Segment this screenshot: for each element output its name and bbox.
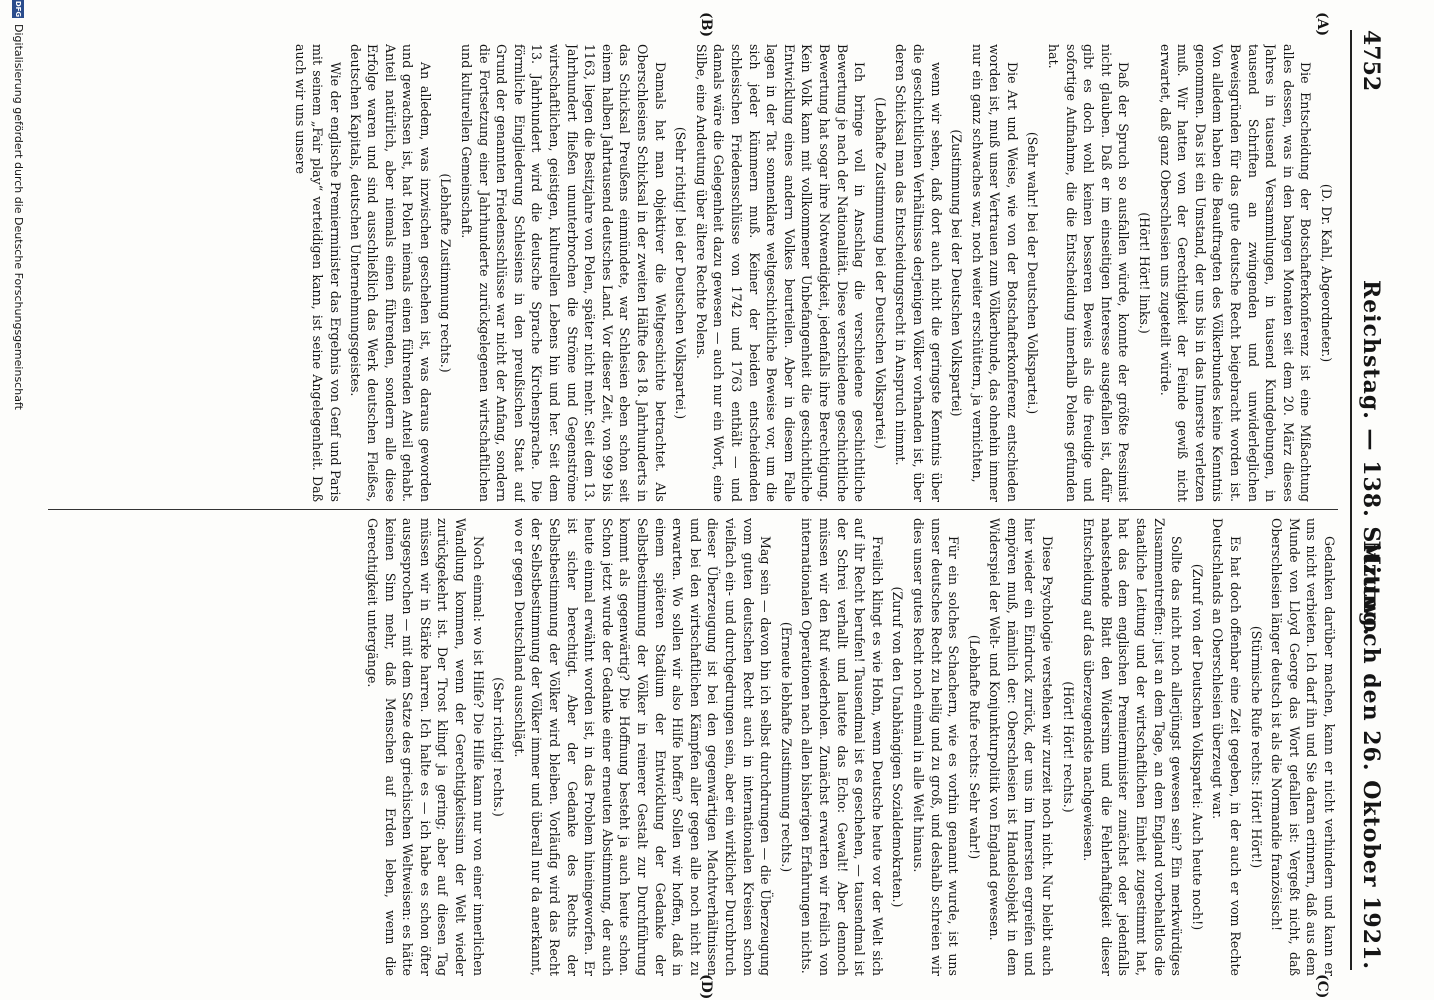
paragraph: Wie der englische Premierminister das Ergebnis von Genf und Paris mit seinem „Fair play“ verteidigen kann, ist seine Angelegenheit. Daß auch wir uns unsere bbox=[292, 44, 343, 502]
interjection: (Lebhafte Zustimmung rechts.) bbox=[438, 173, 454, 373]
paragraph: Damals hat man objektiver die Weltgeschichte betrachtet. Als Oberschlesiens Schicksal in der zweiten Hälfte des 18. Jahrhunderts in das Schicksal Preußens einmündete, war Schlesien eben schon seit einem halben Jahrtausend deutsches Land. Vor dieser Zeit, von 999 bis 1163, liegen die Besitzjahre von Polen, später nicht mehr. Seit dem 13. Jahrhundert fließen ununterbrochen die Ströme und Gegenströme wirtschaftlichen, geistigen, kulturellen Lebens hin und her. Seit dem 13. Jahrhundert wird die deutsche Sprache Kirchensprache. Die förmliche Eingliederung Schlesiens in den preußischen Staat auf Grund der genannten Friedensschlüsse war nicht der Anfang, sondern die Fortsetzung einer Jahrhunderte zurückgelegenen wirtschaftlichen und kulturellen Gemeinschaft. bbox=[459, 44, 668, 502]
margin-letter-c: (C) bbox=[1314, 974, 1330, 999]
page-number: 4752 bbox=[1358, 30, 1384, 92]
left-column bbox=[48, 44, 1338, 502]
dfg-logo: DFG bbox=[14, 0, 22, 18]
header-title: Reichstag. — 138. Sitzung. bbox=[1358, 280, 1384, 637]
margin-letter-d: (D) bbox=[698, 974, 714, 1000]
interjection: (Lebhafte Rufe rechts: Sehr wahr!) bbox=[966, 634, 982, 860]
paragraph: Für ein solches Schachern, wie es vorhin genannt wurde, ist uns unser deutsches Recht zu heilig und zu groß, und deshalb schreien wir dies unser gutes Recht noch einmal in alle Welt hinaus. bbox=[910, 518, 962, 976]
margin-letter-b: (B) bbox=[698, 12, 714, 38]
paragraph: Ich bringe voll in Anschlag die verschiedene geschichtliche Bewertung je nach der Nationalität. Diese verschiedene geschichtliche Bewertung hat sogar ihre Notwendigkeit, jedenfalls ihre Berechtigung. Kein Volk kann mit vollkommener Unbefangenheit die geschichtliche Entwicklung eines andern Volkes beurteilen. Aber in diesem Falle lagen in der Tat sonnenklare weltgeschichtliche Beweise vor, um die sich jeder kümmern muß. Keiner der beiden entscheidenden schlesischen Friedensschlüsse von 1742 und 1763 enthält — und damals wäre die Gelegenheit dazu gewesen — auch nur ein Wort, eine Silbe, eine Andeutung über ältere Rechte Polens. bbox=[693, 44, 868, 502]
paragraph: Mag sein — davon bin ich selbst durchdrungen — die Überzeugung vom guten deutschen Recht auch in internationalen Kreisen schon vielfach ein- und durchgedrungen sein, aber ein wirklicher Durchbruch dieser Überzeugung ist bei den gegenwärtigen Machtverhältnissen und bei den wirtschaftlichen Kämpfen aller gegen alle noch nicht zu erwarten. Wo sollen wir also Hilfe hoffen? Sollen wir hoffen, daß in einem späteren Stadium der Entwicklung der Gedanke der Selbstbestimmung der Völker in reinerer Gestalt zur Durchführung kommt als gegenwärtig? Die Hoffnung besteht ja auch heute schon. Schon jetzt wurde der Gedanke einer erneuten Abstimmung, der auch heute einmal erwähnt worden ist, in das Problem hineingeworfen. Er ist sicher berechtigt. Aber der Gedanke des Rechts der Selbstbestimmung der Völker wird bleiben. Vorläufig wird das Recht der Selbstbestimmung der Völker immer und überall nur da anerkannt, wo er gegen Deutschland ausschlägt. bbox=[511, 518, 774, 976]
footer-credit: Digitalisierung gefördert durch die Deutsche Forschungsgemeinschaft bbox=[12, 24, 25, 410]
speaker-line: (D. Dr. Kahl, Abgeordneter.) bbox=[1319, 183, 1334, 363]
right-column bbox=[48, 518, 1338, 976]
paragraph: Die Entscheidung der Botschafterkonferenz ist eine Mißachtung alles dessen, was in den bangen Monaten seit dem 20. März dieses Jahres in tausend Versammlungen, in tausend Kundgebungen, in tausend Schriften an zwingenden und unwiderleglichen Beweisgründen für das gute deutsche Recht beigebracht worden ist. Von alledem haben die Beauftragten des Völkerbundes keine Kenntnis genommen. Das ist ein Umstand, der uns bis in das Innerste verletzen muß. Wir hatten von der Gerechtigkeit der Feinde gewiß nicht erwartet, daß ganz Oberschlesien uns zugeteilt würde. bbox=[1157, 44, 1314, 502]
paragraph: Gedanken darüber machen, kann er nicht verhindern und kann er uns nicht verbieten. Ich darf ihn und Sie daran erinnern, daß aus dem Munde von Lloyd George das Wort gefallen ist: Vergeßt nicht, daß Oberschlesien länger deutsch ist als die Normandie französisch! bbox=[1269, 518, 1337, 976]
interjection: (Sehr richtig! rechts.) bbox=[491, 677, 507, 817]
paragraph: Es hat doch offenbar eine Zeit gegeben, in der auch er vom Rechte Deutschlands an Oberschlesien überzeugt war. bbox=[1210, 518, 1244, 976]
paragraph: wenn wir sehen, daß dort auch nicht die geringste Kenntnis über die geschichtlichen Verhältnisse derjenigen Völker vorhanden ist, über deren Schicksal man das Entscheidungsrecht in Anspruch nimmt. bbox=[893, 44, 944, 502]
paragraph: An alledem, was inzwischen geschehen ist, was daraus geworden und gewachsen ist, hat Polen niemals einen führenden Anteil gehabt. Anteil natürlich, aber niemals einen führenden, sondern alle diese Erfolge waren und sind ausschließlich das Werk deutschen Fleißes, deutschen Kapitals, deutschen Unternehmungsgeistes. bbox=[347, 44, 433, 502]
paragraph: Noch einmal: wo ist Hilfe? Die Hilfe kann nur von einer innerlichen Wandlung kommen, wenn der Gerechtigkeitssinn der Welt wieder zurückgekehrt ist. Der Trost klingt ja gering; aber auf diesen Tag müssen wir in Stärke harren. Ich halte es — ich habe es schon öfter ausgesprochen — mit dem Satze des griechischen Weltweisen: es hätte keinen Sinn mehr, daß Menschen auf Erden leben, wenn die Gerechtigkeit untergänge. bbox=[365, 518, 486, 976]
interjection: (Erneute lebhafte Zustimmung rechts.) bbox=[778, 621, 794, 873]
interjection: (Sehr richtig! bei der Deutschen Volkspartei.) bbox=[673, 126, 689, 420]
interjection: (Hört! Hört! rechts.) bbox=[1060, 681, 1076, 813]
paragraph: Die Art und Weise, wie von der Botschafterkonferenz entschieden worden ist, muß unser Vertrauen zum Völkerbunde, das ohnehin immer nur ein ganz schwaches war, noch weiter erschüttern, ja vernichten, bbox=[969, 44, 1020, 502]
interjection: (Zustimmung bei der Deutschen Volkspartei) bbox=[949, 129, 965, 417]
paragraph: Freilich klingt es wie Hohn, wenn Deutsche heute vor der Welt sich auf ihr Recht berufen! Tausendmal ist es geschehen, — tausendmal ist der Schrei verhallt und lautete das Echo: Gewalt! Aber dennoch müssen wir den Ruf wiederholen. Zunächst erwarten wir freilich von internationalen Operationen nach allen bisherigen Erfahrungen nichts. bbox=[799, 518, 885, 976]
interjection: (Lebhafte Zustimmung bei der Deutschen Volkspartei.) bbox=[872, 97, 888, 449]
digitization-footer bbox=[4, 0, 26, 1000]
paragraph: Diese Psychologie verstehen wir zurzeit noch nicht. Nur bleibt auch hier wieder ein Eindruck zurück, der uns im Innersten ergreifen und empören muß, nämlich der: Oberschlesien ist Handelsobjekt in dem Widerspiel der Welt- und Konjunkturpolitik von England gewesen. bbox=[987, 518, 1056, 976]
margin-letter-a: (A) bbox=[1314, 12, 1330, 37]
header-date: Mittwoch den 26. Oktober 1921. bbox=[1358, 540, 1384, 970]
paragraph: Sollte das nicht noch allerjüngst gewesen sein? Ein merkwürdiges Zusammentreffen: just an dem Tage, an dem England vorbehaltlos die staatliche Leitung und der wirtschaftlichen Einheit zugestimmt hat, hat das dem englischen Premierminister zunächst oder jedenfalls nahestehende Blatt den Widersinn und die Fehlerhaftigkeit dieser Entscheidung auf das überzeugendste nachgewiesen. bbox=[1081, 518, 1185, 976]
interjection: (Zuruf von den Unabhängigen Sozialdemokraten.) bbox=[890, 586, 906, 908]
paragraph: Daß der Spruch so ausfallen würde, konnte der größte Pessimist nicht glauben. Daß er im einseitigen Interesse ausgefallen ist, dafür gibt es doch wohl keinen besseren Beweis als die freudige und sofortige Aufnahme, die die Entscheidung innerhalb Polens gefunden hat. bbox=[1046, 44, 1132, 502]
interjection: (Sehr wahr! bei der Deutschen Volkspartei.) bbox=[1025, 131, 1041, 415]
interjection: (Zuruf von der Deutschen Volkspartei: Auch heute noch!) bbox=[1189, 563, 1205, 931]
column-divider bbox=[48, 509, 1338, 510]
interjection: (Stürmische Rufe rechts: Hört! Hört!) bbox=[1248, 625, 1264, 869]
interjection: (Hört! Hört! links.) bbox=[1137, 212, 1153, 334]
page-header bbox=[1350, 30, 1386, 970]
